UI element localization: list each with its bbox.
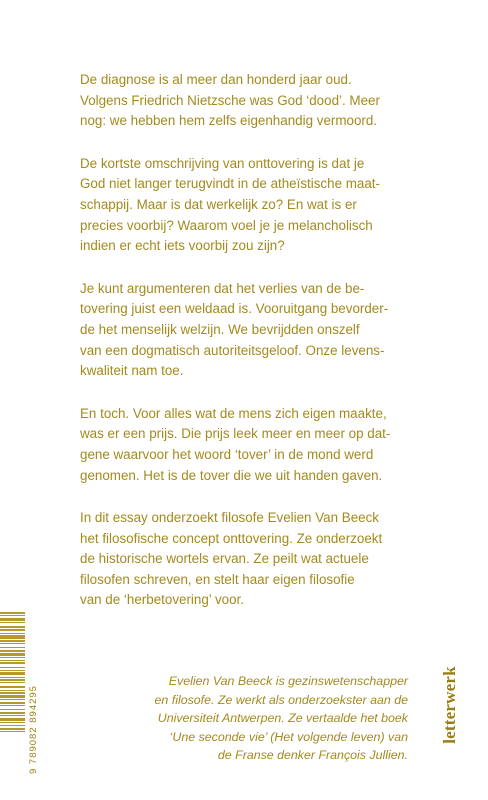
barcode-bar [0,660,25,661]
barcode-bar [0,686,25,688]
blurb [80,70,440,633]
barcode-bar [0,702,25,704]
barcode-bar [0,618,25,621]
barcode-bar [0,647,25,648]
publisher-name: letterwerk [440,666,460,744]
barcode-bar [0,690,25,691]
barcode-bar [0,679,25,681]
barcode-bar [0,705,25,706]
barcode-bar [0,672,25,675]
barcode-bar [0,722,25,723]
barcode-bar [0,731,25,732]
barcode-bar [0,629,25,631]
barcode-bar [0,633,25,634]
barcode-bar [0,670,25,671]
barcode-bar [0,662,25,664]
publisher-logo [435,640,465,770]
barcode-bar [0,715,25,716]
barcode-bar [0,650,25,652]
barcode-bar [0,667,25,668]
barcode-bar [0,699,25,700]
barcode-bar [0,612,25,614]
barcode-bar [0,622,25,623]
barcode-bar [0,626,25,628]
barcode-bar [0,728,25,730]
barcode-bar [0,718,25,721]
barcode-number: 9 789082 894295 [28,685,39,774]
blurb-paragraph-5: In dit essay onderzoekt filosofe Evelien Van Beeck het filosofische concept onttovering. Ze onderzoekt de historische wortels ervan. Ze peilt wat actuele filosofen schreven, en stelt haar eigen filosofie van de ‘herbetovering’ voor. [80,510,383,608]
blurb-paragraph-3: Je kunt argumenteren dat het verlies van de be- tovering juist een weldaad is. Vooruitgang bevorder- de het menselijk welzijn. We bevrijdden onszelf van een dogmatisch autoriteitsgeloof. Onze levens- kwaliteit nam toe. [80,280,389,379]
barcode [0,612,25,788]
blurb-paragraph-4: En toch. Voor alles wat de mens zich eigen maakte, was er een prijs. Die prijs leek meer en meer op dat- gene waarvoor het woord ‘tover’ in de mond werd genomen. Het is de tover die we uit handen gaven. [80,405,391,483]
barcode-bar [0,640,25,642]
barcode-bar [0,712,25,714]
blurb-paragraph-2: De kortste omschrijving van onttovering is dat je God niet langer terugvindt in de atheïstische maat- schappij. Maar is dat werkelijk zo? En wat is er precies voorbij? Waarom voel je je melancholisch indien er echt iets voorbij zou zijn? [80,155,380,254]
barcode-bar [0,682,25,683]
barcode-bar [0,677,25,678]
barcode-bar [0,635,25,639]
author-bio: Evelien Van Beeck is gezinswetenschapper en filosofe. Ze werkt als onderzoekster aan de Universiteit Antwerpen. Ze vertaalde het boek ‘Une seconde vie’ (Het volgende leven) van de Franse denker François Jullien. [154,674,408,763]
blurb-paragraph-1: De diagnose is al meer dan honderd jaar oud. Volgens Friedrich Nietzsche was God ‘dood’. Meer nog: we hebben hem zelfs eigenhandig vermoord. [80,72,380,129]
barcode-bar [0,643,25,644]
barcode-bar [0,653,25,656]
barcode-bar [0,615,25,616]
barcode-bar [0,725,25,726]
barcode-bar [0,709,25,710]
barcode-digits [28,624,42,784]
barcode-bar [0,657,25,658]
barcode-bar [0,692,25,694]
barcode-bar [0,695,25,698]
